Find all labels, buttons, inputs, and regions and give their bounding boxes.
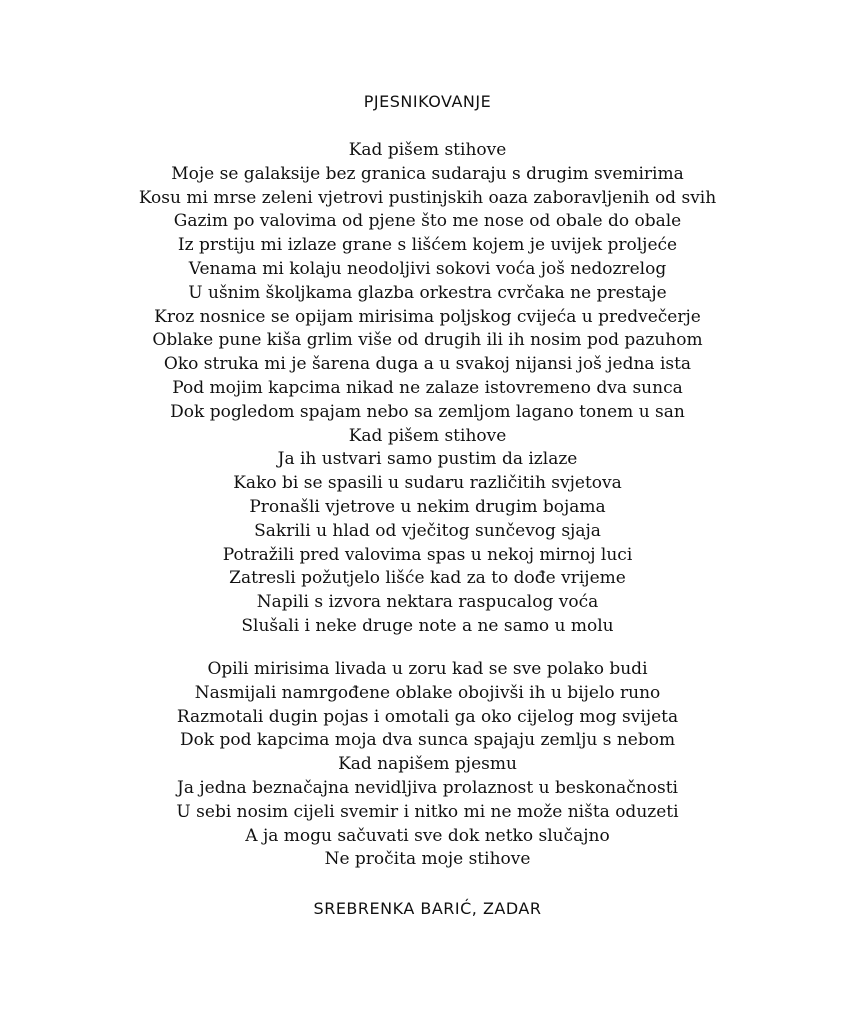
stanza-1 [0,139,855,639]
poem-line: Oko struka mi je šarena duga a u svakoj nijansi još jedna ista [163,354,692,375]
stanza-2 [0,658,855,872]
poem-line: Ja ih ustvari samo pustim da izlaze [277,449,578,470]
poem-line: U ušnim školjkama glazba orkestra cvrčaka ne prestaje [188,282,667,303]
poem-line: Sakrili u hlad od vječitog sunčevog sjaja [254,520,601,541]
poem-line: Pod mojim kapcima nikad ne zalaze istovremeno dva sunca [172,377,683,398]
poem-title: PJESNIKOVANJE [363,92,492,111]
poem-line: Gazim po valovima od pjene što me nose od obale do obale [173,211,682,232]
poem-line: Napili s izvora nektara raspucalog voća [256,592,599,613]
poem-line: Kad pišem stihove [348,425,507,446]
poem-author: SREBRENKA BARIĆ, ZADAR [313,899,542,918]
poem-line: Ne pročita moje stihove [324,849,531,870]
poem-line: Moje se galaksije bez granica sudaraju s drugim svemirima [171,163,684,184]
poem-line: Kako bi se spasili u sudaru različitih svjetova [233,473,622,494]
poem-line: Nasmijali namrgođene oblake obojivši ih u bijelo runo [194,682,661,703]
poem-line: A ja mogu sačuvati sve dok netko slučajno [245,825,610,846]
poem-line: Dok pogledom spajam nebo sa zemljom lagano tonem u san [170,401,685,422]
poem-line: Kosu mi mrse zeleni vjetrovi pustinjskih oaza zaboravljenih od svih [138,187,717,208]
poem-line: Razmotali dugin pojas i omotali ga oko cijelog mog svijeta [176,706,679,727]
poem-line: Pronašli vjetrove u nekim drugim bojama [249,496,606,517]
poem-line: Kad pišem stihove [348,140,507,160]
poem-line: Slušali i neke druge note a ne samo u molu [241,615,614,636]
poem-line: Kroz nosnice se opijam mirisima poljskog cvijeća u predvečerje [154,306,701,327]
poem-line: Venama mi kolaju neodoljivi sokovi voća još nedozrelog [188,258,667,279]
poem-line: Ja jedna beznačajna nevidljiva prolaznost u beskonačnosti [177,777,678,798]
poem-line: U sebi nosim cijeli svemir i nitko mi ne može ništa oduzeti [176,801,679,822]
poem-line: Potražili pred valovima spas u nekoj mirnoj luci [222,544,633,565]
poem-line: Zatresli požutjelo lišće kad za to dođe vrijeme [229,568,626,589]
poem-line: Dok pod kapcima moja dva sunca spajaju zemlju s nebom [179,730,676,751]
poem-line: Iz prstiju mi izlaze grane s lišćem kojem je uvijek proljeće [177,235,678,256]
poem-line: Kad napišem pjesmu [338,754,517,775]
poem-line: Oblake pune kiša grlim više od drugih ili ih nosim pod pazuhom [152,330,703,351]
poem-line: Opili mirisima livada u zoru kad se sve polako budi [207,659,648,679]
